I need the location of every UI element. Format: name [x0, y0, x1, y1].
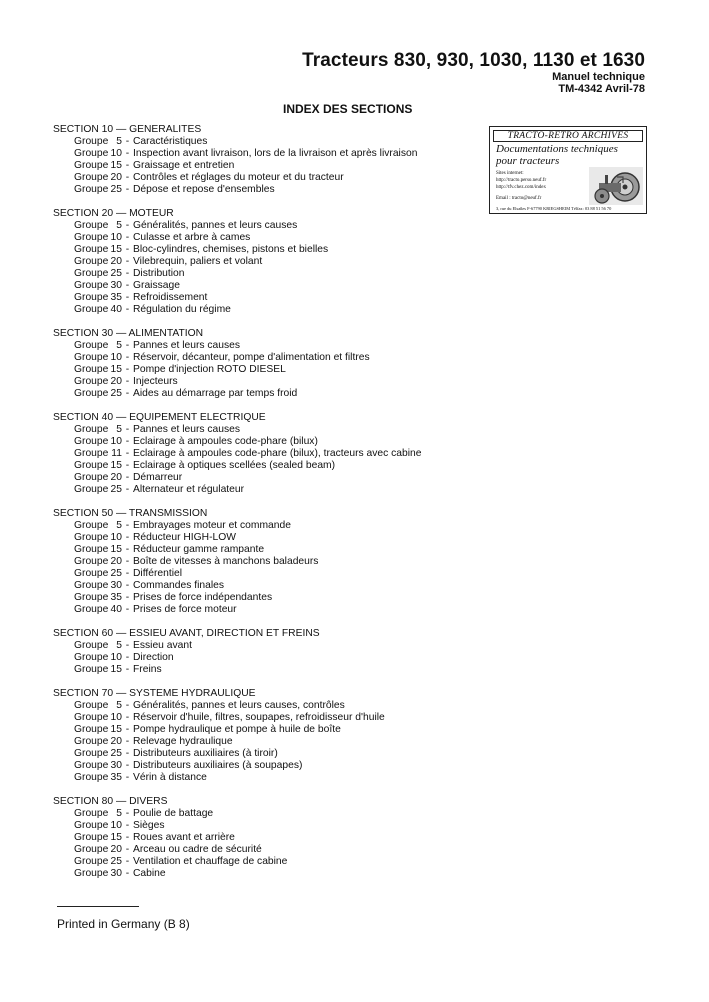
group-title: Régulation du régime	[133, 304, 231, 315]
group-title: Boîte de vitesses à manchons baladeurs	[133, 556, 319, 567]
group-word: Groupe	[74, 244, 109, 255]
group-title: Contrôles et réglages du moteur et du tracteur	[133, 172, 344, 183]
group-separator: -	[125, 172, 130, 183]
group-word: Groupe	[74, 724, 109, 735]
group-separator: -	[125, 472, 130, 483]
group-separator: -	[125, 820, 130, 831]
group-separator: -	[125, 580, 130, 591]
group-entry	[53, 424, 473, 436]
group-separator: -	[125, 844, 130, 855]
group-word: Groupe	[74, 580, 109, 591]
group-separator: -	[125, 544, 130, 555]
group-title: Eclairage à optiques scellées (sealed beam)	[133, 460, 336, 471]
group-number: 10	[110, 436, 122, 447]
group-word: Groupe	[74, 352, 109, 363]
group-number: 5	[116, 136, 122, 147]
group-number: 15	[110, 244, 122, 255]
group-entry	[53, 232, 473, 244]
group-title: Essieu avant	[133, 640, 192, 651]
group-number: 5	[116, 700, 122, 711]
group-word: Groupe	[74, 424, 109, 435]
group-separator: -	[125, 832, 130, 843]
group-entry	[53, 700, 473, 712]
group-word: Groupe	[74, 364, 109, 375]
stamp-site-2: http://tfv.chez.com/index	[496, 185, 546, 190]
group-word: Groupe	[74, 760, 109, 771]
group-word: Groupe	[74, 664, 109, 675]
group-entry	[53, 532, 473, 544]
group-entry	[53, 736, 473, 748]
section-block	[53, 412, 473, 496]
group-number: 40	[110, 604, 122, 615]
group-number: 35	[110, 592, 122, 603]
group-number: 10	[110, 352, 122, 363]
group-entry	[53, 580, 473, 592]
group-entry	[53, 376, 473, 388]
group-separator: -	[125, 376, 130, 387]
group-number: 25	[110, 568, 122, 579]
group-separator: -	[125, 724, 130, 735]
group-word: Groupe	[74, 712, 109, 723]
group-number: 10	[110, 652, 122, 663]
group-number: 35	[110, 772, 122, 783]
group-word: Groupe	[74, 868, 109, 879]
group-word: Groupe	[74, 160, 109, 171]
group-number: 15	[110, 544, 122, 555]
group-separator: -	[125, 136, 130, 147]
group-word: Groupe	[74, 832, 109, 843]
group-title: Généralités, pannes et leurs causes	[133, 220, 298, 231]
document-title: Tracteurs 830, 930, 1030, 1130 et 1630	[302, 50, 645, 71]
group-title: Différentiel	[133, 568, 183, 579]
group-word: Groupe	[74, 736, 109, 747]
group-separator: -	[125, 592, 130, 603]
group-title: Démarreur	[133, 472, 183, 483]
group-word: Groupe	[74, 340, 109, 351]
group-separator: -	[125, 268, 130, 279]
group-word: Groupe	[74, 280, 109, 291]
section-block	[53, 628, 473, 676]
section-title: SECTION 70 — SYSTEME HYDRAULIQUE	[53, 688, 256, 699]
group-number: 15	[110, 664, 122, 675]
group-number: 20	[110, 472, 122, 483]
group-title: Pompe hydraulique et pompe à huile de boîte	[133, 724, 341, 735]
group-entry	[53, 664, 473, 676]
group-title: Dépose et repose d'ensembles	[133, 184, 275, 195]
group-number: 5	[116, 220, 122, 231]
group-title: Graissage et entretien	[133, 160, 235, 171]
group-entry	[53, 280, 473, 292]
stamp-email: Email : tracto@neuf.fr	[496, 196, 542, 201]
group-word: Groupe	[74, 700, 109, 711]
group-title: Injecteurs	[133, 376, 178, 387]
group-entry	[53, 268, 473, 280]
group-word: Groupe	[74, 772, 109, 783]
group-separator: -	[125, 532, 130, 543]
group-entry	[53, 340, 473, 352]
section-block	[53, 796, 473, 880]
group-title: Direction	[133, 652, 174, 663]
group-entry	[53, 160, 473, 172]
group-separator: -	[125, 868, 130, 879]
group-entry	[53, 808, 473, 820]
group-number: 15	[110, 460, 122, 471]
group-entry	[53, 292, 473, 304]
group-separator: -	[125, 808, 130, 819]
group-number: 30	[110, 580, 122, 591]
section-block	[53, 208, 473, 316]
group-word: Groupe	[74, 232, 109, 243]
group-word: Groupe	[74, 544, 109, 555]
group-entry	[53, 868, 473, 880]
group-number: 25	[110, 484, 122, 495]
group-entry	[53, 844, 473, 856]
group-title: Réducteur HIGH-LOW	[133, 532, 236, 543]
group-title: Eclairage à ampoules code-phare (bilux)	[133, 436, 318, 447]
group-title: Ventilation et chauffage de cabine	[133, 856, 288, 867]
group-word: Groupe	[74, 460, 109, 471]
group-number: 10	[110, 712, 122, 723]
group-number: 25	[110, 184, 122, 195]
group-title: Réservoir, décanteur, pompe d'alimentation et filtres	[133, 352, 370, 363]
group-separator: -	[125, 652, 130, 663]
group-separator: -	[125, 232, 130, 243]
group-entry	[53, 760, 473, 772]
document-subtitle	[552, 71, 645, 95]
group-number: 15	[110, 160, 122, 171]
group-word: Groupe	[74, 820, 109, 831]
group-title: Alternateur et régulateur	[133, 484, 245, 495]
group-number: 35	[110, 292, 122, 303]
group-number: 20	[110, 376, 122, 387]
group-entry	[53, 592, 473, 604]
group-word: Groupe	[74, 484, 109, 495]
section-title: SECTION 10 — GENERALITES	[53, 124, 202, 135]
group-title: Distribution	[133, 268, 185, 279]
group-number: 5	[116, 808, 122, 819]
group-entry	[53, 136, 473, 148]
group-separator: -	[125, 256, 130, 267]
stamp-site-1: http://tracto.perso.neuf.fr	[496, 178, 547, 183]
group-word: Groupe	[74, 592, 109, 603]
group-word: Groupe	[74, 556, 109, 567]
group-word: Groupe	[74, 304, 109, 315]
group-title: Pannes et leurs causes	[133, 424, 241, 435]
group-title: Inspection avant livraison, lors de la livraison et après livraison	[133, 148, 418, 159]
group-separator: -	[125, 436, 130, 447]
group-number: 10	[110, 148, 122, 159]
group-separator: -	[125, 772, 130, 783]
group-title: Aides au démarrage par temps froid	[133, 388, 298, 399]
group-title: Relevage hydraulique	[133, 736, 233, 747]
group-word: Groupe	[74, 136, 109, 147]
group-number: 15	[110, 832, 122, 843]
group-entry	[53, 352, 473, 364]
group-entry	[53, 472, 473, 484]
section-title: SECTION 20 — MOTEUR	[53, 208, 174, 219]
group-separator: -	[125, 736, 130, 747]
group-number: 30	[110, 868, 122, 879]
group-word: Groupe	[74, 652, 109, 663]
section-block	[53, 124, 473, 196]
group-title: Distributeurs auxiliaires (à tiroir)	[133, 748, 278, 759]
group-entry	[53, 460, 473, 472]
group-number: 20	[110, 844, 122, 855]
printed-note: Printed in Germany (B 8)	[57, 917, 190, 931]
group-title: Pompe d'injection ROTO DIESEL	[133, 364, 286, 375]
group-separator: -	[125, 460, 130, 471]
stamp-line-1: Documentations techniques	[496, 143, 618, 155]
group-number: 15	[110, 724, 122, 735]
group-separator: -	[125, 184, 130, 195]
group-word: Groupe	[74, 748, 109, 759]
group-entry	[53, 304, 473, 316]
group-title: Eclairage à ampoules code-phare (bilux), tracteurs avec cabine	[133, 448, 422, 459]
group-title: Réducteur gamme rampante	[133, 544, 265, 555]
stamp-address: 3, rue du Elsaßes F-67790 KRIEGSHEIM Télfax: 03 88 51 56 70	[496, 206, 612, 211]
group-word: Groupe	[74, 148, 109, 159]
group-entry	[53, 148, 473, 160]
group-entry	[53, 244, 473, 256]
group-separator: -	[125, 304, 130, 315]
group-word: Groupe	[74, 532, 109, 543]
group-entry	[53, 652, 473, 664]
index-title: INDEX DES SECTIONS	[283, 102, 413, 116]
group-word: Groupe	[74, 472, 109, 483]
group-word: Groupe	[74, 268, 109, 279]
group-title: Distributeurs auxiliaires (à soupapes)	[133, 760, 303, 771]
group-number: 5	[116, 424, 122, 435]
group-separator: -	[125, 352, 130, 363]
group-entry	[53, 256, 473, 268]
group-word: Groupe	[74, 448, 109, 459]
group-word: Groupe	[74, 640, 109, 651]
group-word: Groupe	[74, 388, 109, 399]
archive-stamp	[489, 126, 647, 214]
group-separator: -	[125, 292, 130, 303]
group-word: Groupe	[74, 856, 109, 867]
group-number: 25	[110, 388, 122, 399]
group-entry	[53, 604, 473, 616]
group-entry	[53, 712, 473, 724]
manual-reference: TM-4342 Avril-78	[558, 83, 645, 95]
group-entry	[53, 184, 473, 196]
group-title: Roues avant et arrière	[133, 832, 235, 843]
group-title: Généralités, pannes et leurs causes, contrôles	[133, 700, 345, 711]
group-number: 10	[110, 232, 122, 243]
group-title: Freins	[133, 664, 162, 675]
stamp-sites-label: Sites internet:	[496, 171, 524, 176]
group-number: 30	[110, 280, 122, 291]
group-entry	[53, 544, 473, 556]
group-separator: -	[125, 664, 130, 675]
section-title: SECTION 50 — TRANSMISSION	[53, 508, 208, 519]
group-title: Commandes finales	[133, 580, 224, 591]
group-separator: -	[125, 760, 130, 771]
stamp-description	[496, 143, 646, 167]
group-entry	[53, 436, 473, 448]
group-number: 5	[116, 640, 122, 651]
group-separator: -	[125, 568, 130, 579]
group-word: Groupe	[74, 292, 109, 303]
group-number: 15	[110, 364, 122, 375]
group-word: Groupe	[74, 808, 109, 819]
group-separator: -	[125, 388, 130, 399]
group-separator: -	[125, 748, 130, 759]
group-title: Cabine	[133, 868, 166, 879]
group-number: 25	[110, 268, 122, 279]
section-title: SECTION 60 — ESSIEU AVANT, DIRECTION ET FREINS	[53, 628, 320, 639]
group-title: Vilebrequin, paliers et volant	[133, 256, 263, 267]
group-word: Groupe	[74, 256, 109, 267]
group-title: Sièges	[133, 820, 165, 831]
group-title: Pannes et leurs causes	[133, 340, 241, 351]
group-title: Prises de force moteur	[133, 604, 237, 615]
group-number: 40	[110, 304, 122, 315]
group-title: Arceau ou cadre de sécurité	[133, 844, 262, 855]
group-separator: -	[125, 700, 130, 711]
group-separator: -	[125, 280, 130, 291]
group-number: 30	[110, 760, 122, 771]
tractor-illustration	[587, 165, 645, 207]
group-number: 20	[110, 736, 122, 747]
group-entry	[53, 364, 473, 376]
group-entry	[53, 748, 473, 760]
group-entry	[53, 484, 473, 496]
group-number: 10	[110, 532, 122, 543]
section-block	[53, 508, 473, 616]
stamp-heading: TRACTO-RETRO ARCHIVES	[493, 130, 643, 142]
group-entry	[53, 820, 473, 832]
group-separator: -	[125, 244, 130, 255]
group-number: 20	[110, 556, 122, 567]
manual-label: Manuel technique	[552, 71, 645, 83]
section-title: SECTION 80 — DIVERS	[53, 796, 168, 807]
group-number: 11	[111, 448, 122, 459]
group-entry	[53, 724, 473, 736]
group-number: 5	[116, 340, 122, 351]
group-word: Groupe	[74, 604, 109, 615]
section-title: SECTION 30 — ALIMENTATION	[53, 328, 204, 339]
group-word: Groupe	[74, 844, 109, 855]
group-separator: -	[125, 424, 130, 435]
group-separator: -	[125, 520, 130, 531]
group-number: 25	[110, 856, 122, 867]
group-entry	[53, 220, 473, 232]
group-separator: -	[125, 556, 130, 567]
group-entry	[53, 856, 473, 868]
group-separator: -	[125, 364, 130, 375]
group-entry	[53, 520, 473, 532]
group-separator: -	[125, 604, 130, 615]
group-separator: -	[125, 340, 130, 351]
group-word: Groupe	[74, 376, 109, 387]
sections-index	[53, 124, 473, 892]
group-word: Groupe	[74, 436, 109, 447]
group-number: 25	[110, 748, 122, 759]
group-title: Bloc-cylindres, chemises, pistons et bielles	[133, 244, 329, 255]
group-title: Refroidissement	[133, 292, 208, 303]
group-title: Caractéristiques	[133, 136, 208, 147]
group-separator: -	[125, 640, 130, 651]
group-entry	[53, 832, 473, 844]
section-title: SECTION 40 — EQUIPEMENT ELECTRIQUE	[53, 412, 266, 423]
group-entry	[53, 568, 473, 580]
group-title: Poulie de battage	[133, 808, 214, 819]
group-number: 10	[110, 820, 122, 831]
group-title: Vérin à distance	[133, 772, 207, 783]
group-number: 20	[110, 172, 122, 183]
group-entry	[53, 772, 473, 784]
group-entry	[53, 172, 473, 184]
group-title: Embrayages moteur et commande	[133, 520, 291, 531]
group-entry	[53, 448, 473, 460]
group-number: 5	[116, 520, 122, 531]
group-word: Groupe	[74, 568, 109, 579]
group-title: Graissage	[133, 280, 180, 291]
group-title: Réservoir d'huile, filtres, soupapes, refroidisseur d'huile	[133, 712, 385, 723]
footer-rule	[57, 906, 139, 907]
group-separator: -	[125, 448, 130, 459]
stamp-line-2: pour tracteurs	[496, 155, 560, 167]
group-word: Groupe	[74, 520, 109, 531]
group-number: 20	[110, 256, 122, 267]
group-title: Culasse et arbre à cames	[133, 232, 251, 243]
group-word: Groupe	[74, 172, 109, 183]
section-block	[53, 688, 473, 784]
group-entry	[53, 640, 473, 652]
group-entry	[53, 556, 473, 568]
group-word: Groupe	[74, 184, 109, 195]
group-word: Groupe	[74, 220, 109, 231]
group-separator: -	[125, 160, 130, 171]
group-title: Prises de force indépendantes	[133, 592, 273, 603]
group-separator: -	[125, 148, 130, 159]
group-separator: -	[125, 220, 130, 231]
group-separator: -	[125, 484, 130, 495]
section-block	[53, 328, 473, 400]
group-entry	[53, 388, 473, 400]
group-separator: -	[125, 856, 130, 867]
group-separator: -	[125, 712, 130, 723]
